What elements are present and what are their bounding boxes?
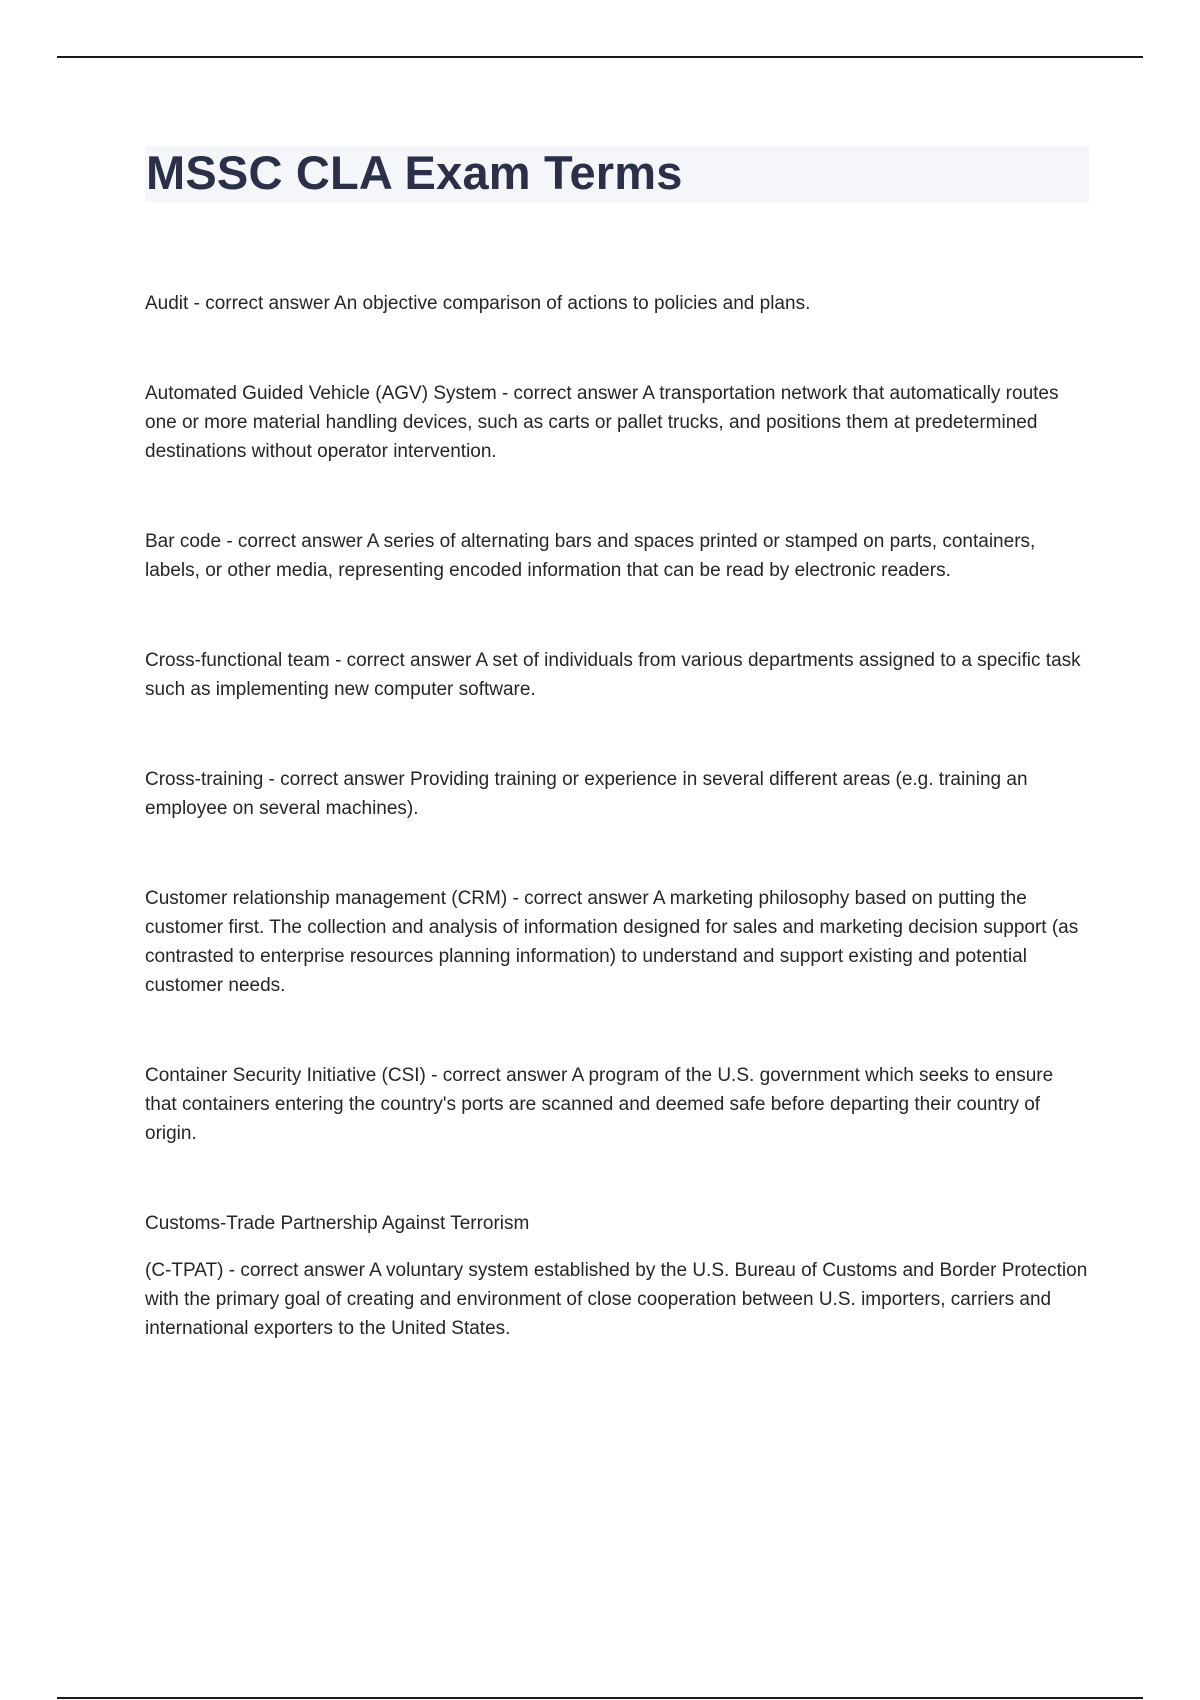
term-bar-code: Bar code - correct answer A series of alternating bars and spaces printed or stamped on parts, containers, labels, or other media, representing encoded information that can be read by electronic readers. [145, 531, 1036, 581]
bottom-divider [57, 1697, 1143, 1699]
top-divider [57, 56, 1143, 58]
terms-list [145, 289, 1090, 1343]
term-agv-system: Automated Guided Vehicle (AGV) System - correct answer A transportation network that automatically routes one or more material handling devices, such as carts or pallet trucks, and positions them at predetermined destinations without operator intervention. [145, 383, 1059, 462]
term-ctpat-definition: (C-TPAT) - correct answer A voluntary system established by the U.S. Bureau of Customs and Border Protection with the primary goal of creating and environment of close cooperation between U.S. importers, carriers and international exporters to the United States. [145, 1260, 1088, 1339]
term-crm: Customer relationship management (CRM) - correct answer A marketing philosophy based on putting the customer first. The collection and analysis of information designed for sales and marketing decision support (as contrasted to enterprise resources planning information) to understand and support existing and potential customer needs. [145, 888, 1079, 996]
page-title: MSSC CLA Exam Terms [146, 146, 683, 199]
term-csi: Container Security Initiative (CSI) - correct answer A program of the U.S. government which seeks to ensure that containers entering the country's ports are scanned and deemed safe before departing their country of origin. [145, 1065, 1054, 1144]
term-cross-training: Cross-training - correct answer Providing training or experience in several different areas (e.g. training an employee on several machines). [145, 769, 1028, 819]
term-cross-functional-team: Cross-functional team - correct answer A set of individuals from various departments assigned to a specific task such as implementing new computer software. [145, 650, 1081, 700]
term-ctpat-heading: Customs-Trade Partnership Against Terrorism [145, 1213, 530, 1234]
term-audit: Audit - correct answer An objective comparison of actions to policies and plans. [145, 293, 811, 314]
